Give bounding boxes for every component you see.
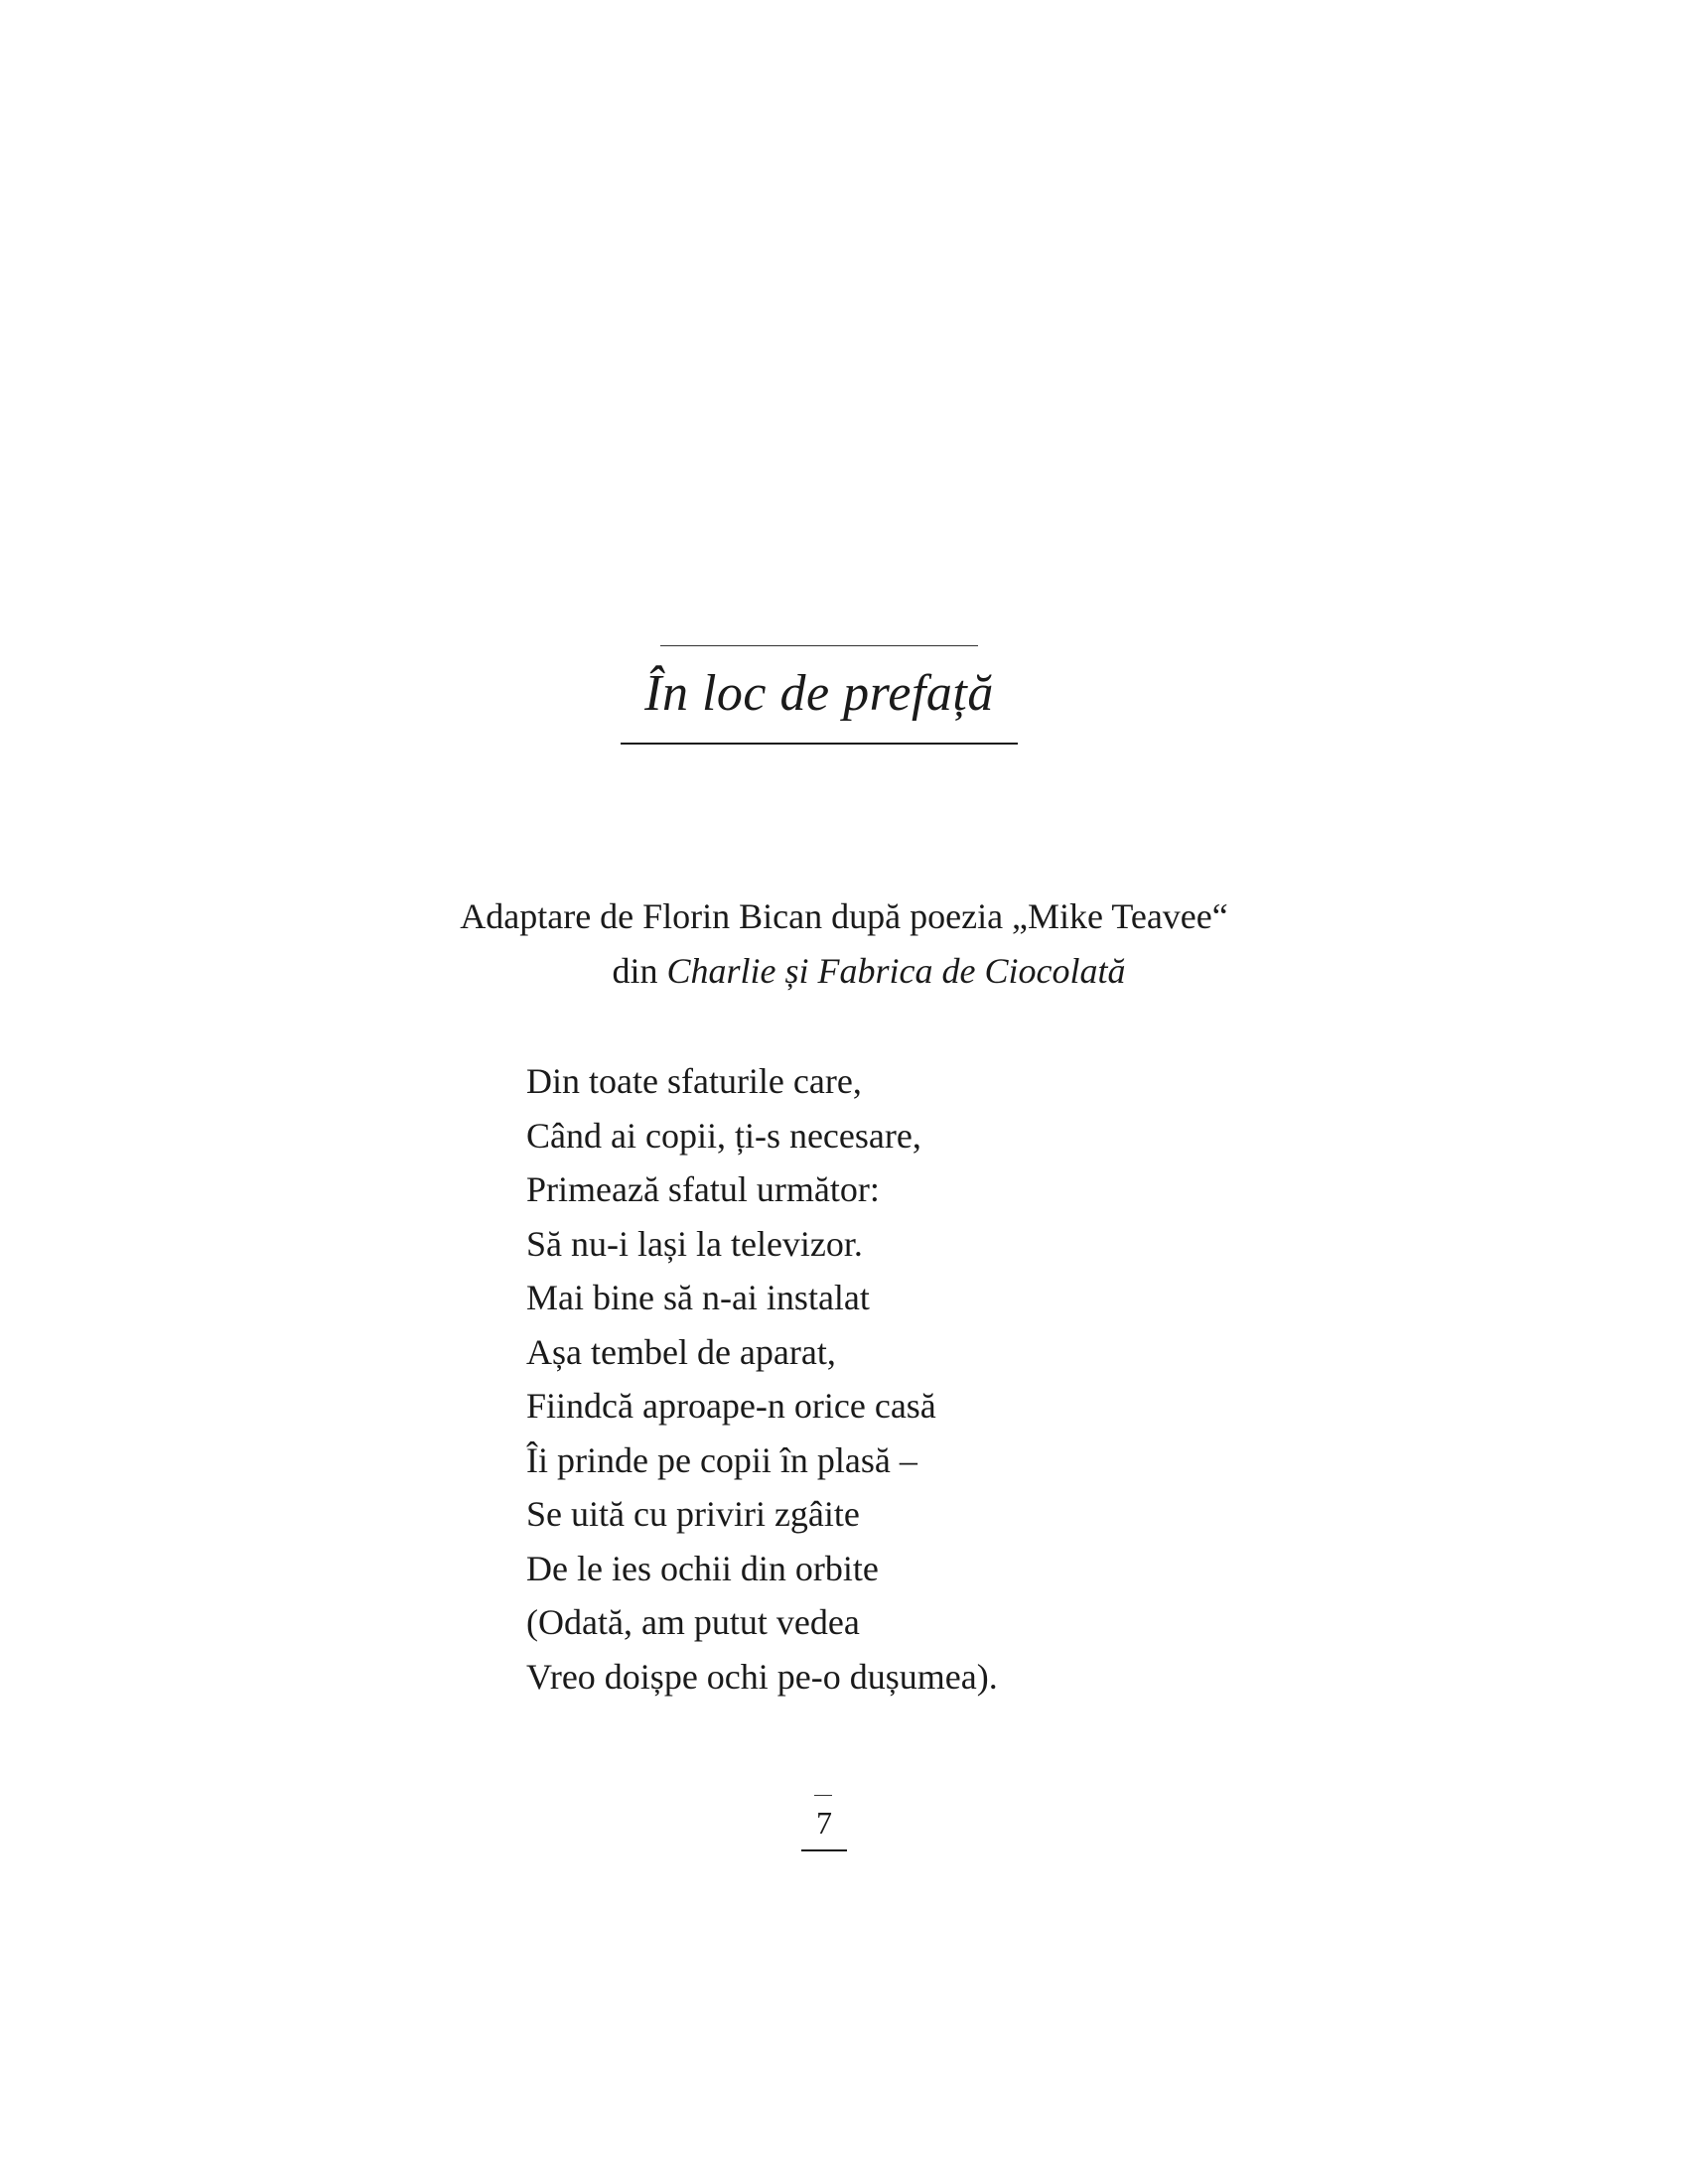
poem — [526, 1054, 1321, 1704]
poem-line: Se uită cu priviri zgâite — [526, 1494, 860, 1534]
title-rule-bottom — [621, 743, 1018, 745]
title-block — [621, 645, 1018, 745]
page-number-rule-top — [814, 1795, 832, 1796]
poem-line: Primează sfatul următor: — [526, 1169, 880, 1209]
source-book-prefix: din — [612, 951, 667, 991]
poem-line: De le ies ochii din orbite — [526, 1548, 879, 1588]
source-book-title: Charlie și Fabrica de Ciocolată — [666, 951, 1126, 991]
poem-line: Mai bine să n-ai instalat — [526, 1278, 870, 1317]
page-number-block — [799, 1795, 849, 1854]
poem-line: Fiindcă aproape-n orice casă — [526, 1386, 936, 1426]
source-book-line — [298, 944, 1390, 999]
adaptation-credit-line: Adaptare de Florin Bican după poezia „Mike Teavee“ — [460, 896, 1228, 936]
poem-line: (Odată, am putut vedea — [526, 1602, 860, 1642]
poem-line: Așa tembel de aparat, — [526, 1331, 836, 1372]
page-number-rule-bottom — [801, 1849, 847, 1851]
poem-line: Vreo doișpe ochi pe-o dușumea). — [526, 1656, 998, 1697]
page-title: În loc de prefață — [644, 665, 994, 722]
poem-line: Să nu-i lași la televizor. — [526, 1223, 863, 1264]
title-rule-top — [660, 645, 978, 646]
poem-line: Când ai copii, ți-s necesare, — [526, 1115, 921, 1156]
poem-line: Îi prinde pe copii în plasă – — [526, 1439, 917, 1480]
page-number: 7 — [816, 1805, 832, 1841]
poem-line: Din toate sfaturile care, — [526, 1061, 862, 1101]
adaptation-credit — [298, 889, 1390, 999]
